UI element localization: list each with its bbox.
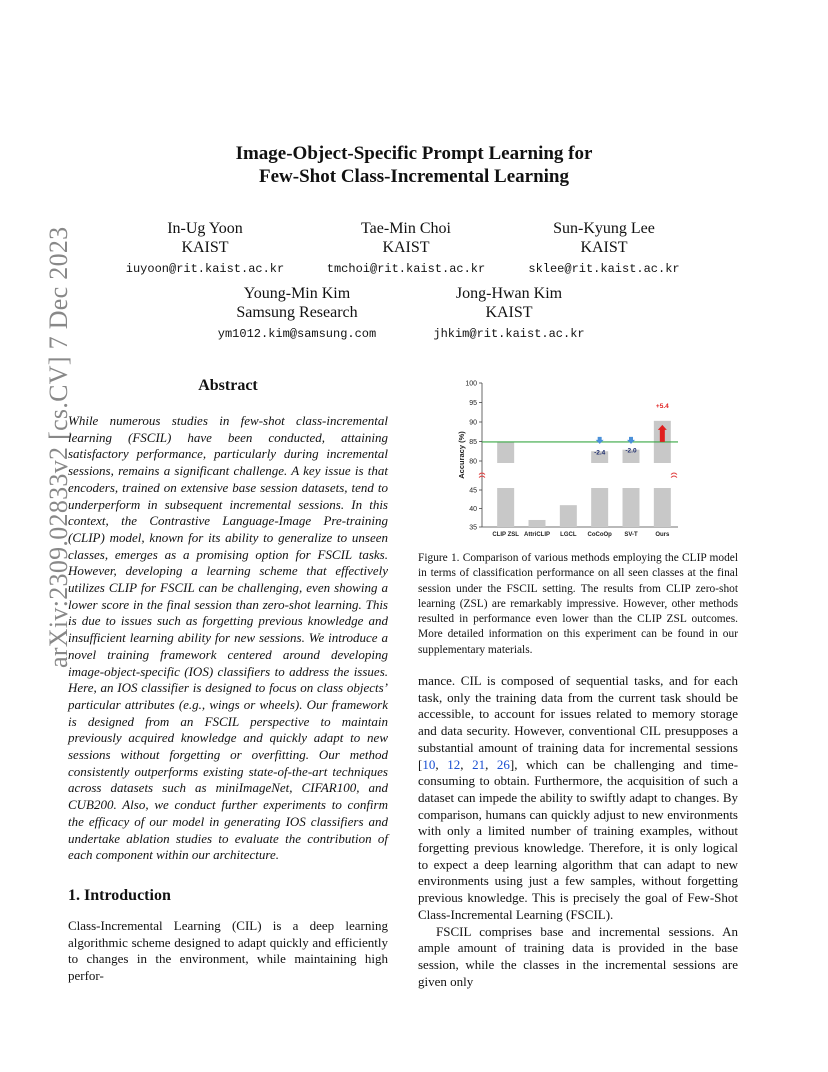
author-name: In-Ug Yoon	[167, 220, 243, 237]
x-tick-label: CoCoOp	[587, 532, 612, 538]
x-tick-label: CLIP ZSL	[492, 532, 519, 538]
data-label: +5.4	[655, 402, 669, 410]
data-label: -2.4	[594, 449, 606, 457]
x-tick-label: AttriCLIP	[524, 532, 550, 538]
body-paragraph: mance. CIL is composed of sequential tasks, and for each task, only the training data from the current task should be accessible, to account for issues related to memory storage and data security. However, conventional CIL presupposes a substantial amount of training data for incremental sessions [10, 12, 21, 26], which can be challenging and time-consuming to obtain. Furthermore, the acquisition of such a dataset can impede the ability to swiftly adapt to changes. By comparison, humans can quickly adjust to new environments with only a limited number of training examples, without forgetting previous knowledge. Therefore, it is only logical to expect a deep learning algorithm that can adapt to new environments using just a few samples, without forgetting previous knowledge. This is precisely the goal of Few-Shot Class-Incremental Learning (FSCIL). FSCIL comprises base and incremental sessions. An ample amount of training data is provided in the base session, while the classes in the incremental sessions are given only	[418, 673, 739, 989]
author-affiliation: KAIST	[580, 239, 628, 256]
abstract-text: While numerous studies in few-shot class-incremental learning (FSCIL) have been conducted, attaining satisfactory performance, particularly during incremental sessions, remains a significant challenge. A key issue is that encoders, trained on extensive base session datasets, tend to underperform in subsequent incremental sessions. In this context, the Contrastive Language-Image Pre-training (CLIP) model, known for its ability to generalize to unseen classes, emerges as a promising option for FSCIL tasks. However, developing a learning scheme that effectively utilizes CLIP for FSCIL can be challenging, even showing a lower score in the final session than zero-shot learning. This is due to issues such as forgetting previous knowledge and insufficient learning ability for new sessions. We introduce a novel training framework centered around developing image-object-specific (IOS) classifiers to address the issues. Here, an IOS classifier is designed to focus on class objects’ particular attributes (e.g., wings or wheels). Our framework is designed from an FSCIL perspective to maintain previously acquired knowledge and quickly adapt to new sessions without forgetting or overfitting. Our method consistently outperforms existing state-of-the-art techniques across datasets such as miniImageNet, CIFAR100, and CUB200. Also, we conduct further experiments to confirm the efficacy of our model in generating IOS classifiers and undertake ablation studies to evaluate the contribution of each component within our architecture.	[68, 413, 388, 863]
citation-link[interactable]: 21	[472, 756, 486, 772]
author-affiliation: KAIST	[181, 239, 229, 256]
author-name: Jong-Hwan Kim	[455, 285, 563, 302]
paper-title-line-1: Image-Object-Specific Prompt Learning for	[235, 143, 593, 164]
axis-break-mark	[671, 473, 677, 475]
author-email: iuyoon@rit.kaist.ac.kr	[125, 262, 285, 276]
author-name: Sun-Kyung Lee	[553, 220, 655, 237]
intro-heading: 1. Introduction	[68, 887, 171, 904]
bar	[591, 488, 608, 527]
bar	[497, 442, 514, 463]
author-block	[197, 284, 397, 342]
citation-link[interactable]: 10	[422, 756, 436, 772]
author-name: Young-Min Kim	[243, 285, 351, 302]
author-block	[306, 219, 506, 277]
y-tick-label: 95	[469, 400, 477, 407]
y-tick-label: 100	[465, 380, 477, 388]
y-tick-label: 90	[469, 419, 477, 427]
citation-link[interactable]: 26	[496, 756, 510, 772]
bar	[497, 488, 514, 527]
y-tick-label: 40	[469, 506, 477, 513]
y-tick-label: 45	[469, 487, 477, 495]
citation-link[interactable]: 12	[447, 756, 461, 772]
paragraph-text: mance. CIL is composed of sequential tasks, and for each task, only the training data from the current task should be accessible, to account for issues related to memory storage and data security. However, conventional CIL presupposes a substantial amount of training data for incremental sessions [	[418, 673, 738, 772]
abstract-heading: Abstract	[198, 377, 258, 394]
paragraph-text: ], which can be challenging and time-consuming to obtain. Furthermore, the acquisition of such a dataset can impede the ability to swiftly adapt to changes. By comparison, humans can quickly adjust to new environments with only a limited number of training examples, without forgetting previous knowledge. Therefore, it is only logical to expect a deep learning algorithm that can adapt to new environments using just a few samples, without forgetting previous knowledge. This is precisely the goal of Few-Shot Class-Incremental Learning (FSCIL).	[418, 756, 739, 922]
author-name: Tae-Min Choi	[361, 220, 451, 237]
paper-title-line-2: Few-Shot Class-Incremental Learning	[259, 166, 569, 187]
author-affiliation: KAIST	[485, 304, 533, 321]
bar	[529, 520, 546, 527]
figure-1-caption: Figure 1. Comparison of various methods employing the CLIP model in terms of classification performance on all seen classes at the final session under the FSCIL setting. The results from CLIP zero-shot learning (ZSL) are remarkably impressive. However, other methods resulted in performance even lower than the CLIP ZSL outcomes. More detailed information on this experiment can be found in our supplementary materials.	[418, 552, 738, 656]
y-tick-label: 35	[469, 524, 477, 532]
author-affiliation: Samsung Research	[236, 304, 358, 321]
author-email: sklee@rit.kaist.ac.kr	[528, 262, 680, 276]
author-email: ym1012.kim@samsung.com	[217, 327, 377, 341]
x-tick-label: Ours	[655, 532, 670, 538]
author-block	[504, 219, 704, 277]
bar-chart	[440, 373, 740, 543]
down-arrow-icon	[627, 437, 635, 444]
author-block	[105, 219, 305, 277]
intro-text: Class-Incremental Learning (CIL) is a deep learning algorithmic scheme designed to adapt quickly and efficiently to changes in the environment, while maintaining high perfor-	[68, 918, 388, 984]
y-axis-label: Accuracy (%)	[457, 431, 466, 479]
author-affiliation: KAIST	[382, 239, 430, 256]
paragraph-text: FSCIL comprises base and incremental sessions. An ample amount of training data is provided in the base session, while the classes in the incremental sessions are given only	[418, 923, 738, 989]
author-block	[409, 284, 609, 342]
data-label: -2.0	[625, 447, 637, 455]
axis-break-mark	[671, 476, 677, 478]
x-tick-label: LGCL	[560, 532, 577, 538]
author-email: tmchoi@rit.kaist.ac.kr	[326, 262, 486, 276]
y-tick-label: 85	[469, 439, 477, 446]
figure-1-chart	[440, 373, 740, 543]
y-tick-label: 80	[469, 458, 477, 466]
bar	[623, 488, 640, 527]
bar	[560, 505, 577, 527]
x-tick-label: SV-T	[624, 532, 638, 538]
author-email: jhkim@rit.kaist.ac.kr	[433, 327, 585, 341]
arxiv-stamp: arXiv:2309.02833v2 [cs.CV] 7 Dec 2023	[44, 226, 73, 668]
down-arrow-icon	[596, 437, 604, 444]
bar	[654, 488, 671, 527]
